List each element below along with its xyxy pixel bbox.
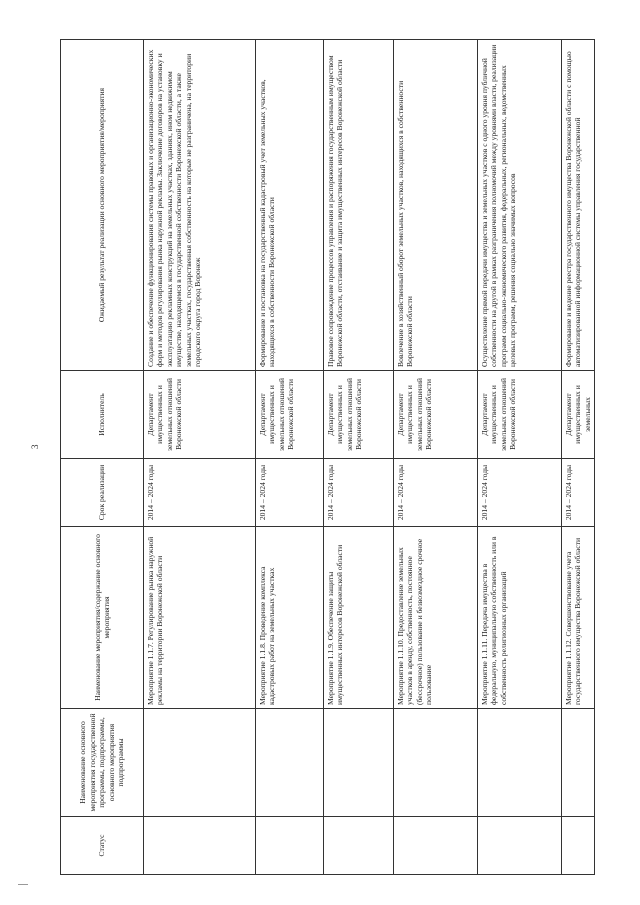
cell-executor: Департамент имущественных и земельных отношений Воронежской области — [324, 371, 394, 459]
cell-status — [324, 817, 394, 875]
cell-term: 2014 – 2024 годы — [256, 459, 324, 527]
table-row — [562, 40, 595, 875]
cell-status — [256, 817, 324, 875]
cell-term: 2014 – 2024 годы — [144, 459, 256, 527]
cell-content: Мероприятие 1.1.11. Передача имущества в федеральную, муниципальную собственность или в собственность религиозных организаций — [478, 527, 562, 709]
cell-content: Мероприятие 1.1.10. Предоставление земельных участков в аренду, собственность, постоянное (бессрочное) пользование и безвозмездное срочное пользование — [394, 527, 478, 709]
margin-mark — [18, 884, 28, 885]
header-executor: Исполнитель — [61, 371, 144, 459]
table-row — [324, 40, 394, 875]
table-row — [478, 40, 562, 875]
cell-result: Формирование и постановка на государственный кадастровый учет земельных участков, находящихся в собственности Воронежской области — [256, 40, 324, 371]
rotated-table-container — [60, 40, 592, 875]
page-number: 3 — [30, 444, 40, 449]
cell-status — [394, 817, 478, 875]
cell-term: 2014 – 2024 годы — [562, 459, 595, 527]
cell-name — [144, 709, 256, 817]
cell-name — [478, 709, 562, 817]
cell-term: 2014 – 2024 годы — [394, 459, 478, 527]
header-result: Ожидаемый результат реализации основного мероприятия/мероприятия — [61, 40, 144, 371]
cell-name — [256, 709, 324, 817]
cell-status — [562, 817, 595, 875]
program-table — [60, 39, 595, 875]
cell-content: Мероприятие 1.1.12. Совершенствование учета государственного имущества Воронежской области — [562, 527, 595, 709]
cell-content: Мероприятие 1.1.7. Регулирование рынка наружной рекламы на территории Воронежской области — [144, 527, 256, 709]
cell-status — [478, 817, 562, 875]
cell-result: Формирование и ведение реестра государственного имущества Воронежской области с помощью автоматизированной информационной системы управления государственной — [562, 40, 595, 371]
cell-result: Создание и обеспечение функционирования системы правовых и организационно-экономических форм и методов регулирования рынка наружной рекламы. Заключение договоров на установку и эксплуатацию рекламных конструкций на земельных участках, зданиях, ином недвижимом имуществе, находящемся в государственной собственности Воронежской области, а также земельных участках, государственная собственность на которые не разграничена, на территории городского округа город Воронеж — [144, 40, 256, 371]
cell-result: Правовое сопровождение процессов управления и распоряжения государственным имуществом Воронежской области, отстаивание и защита имущественных интересов Воронежской области — [324, 40, 394, 371]
cell-executor: Департамент имущественных и земельных отношений Воронежской области — [256, 371, 324, 459]
cell-executor: Департамент имущественных и земельных отношений Воронежской области — [478, 371, 562, 459]
header-term: Срок реализации — [61, 459, 144, 527]
cell-executor: Департамент имущественных и земельных — [562, 371, 595, 459]
cell-result: Осуществление прямой передачи имущества и земельных участков с одного уровня публичной собственности на другой в рамках разграничения полномочий между уровнями власти, реализации программ социально-экономического развития, федеральных, региональных, ведомственных целевых программ, решения социально значимых вопросов — [478, 40, 562, 371]
cell-executor: Департамент имущественных и земельных отношений Воронежской области — [144, 371, 256, 459]
cell-name — [324, 709, 394, 817]
cell-executor: Департамент имущественных и земельных отношений Воронежской области — [394, 371, 478, 459]
table-header-row — [61, 40, 144, 875]
cell-content: Мероприятие 1.1.8. Проведение комплекса кадастровых работ на земельных участках — [256, 527, 324, 709]
table-row — [394, 40, 478, 875]
cell-name — [562, 709, 595, 817]
cell-name — [394, 709, 478, 817]
cell-status — [144, 817, 256, 875]
header-content: Наименование мероприятия/содержание основного мероприятия — [61, 527, 144, 709]
header-status: Статус — [61, 817, 144, 875]
cell-term: 2014 – 2024 годы — [478, 459, 562, 527]
cell-content: Мероприятие 1.1.9. Обеспечение защиты имущественных интересов Воронежской области — [324, 527, 394, 709]
table-row — [256, 40, 324, 875]
cell-result: Вовлечение в хозяйственный оборот земельных участков, находящихся в собственности Воронежской области — [394, 40, 478, 371]
cell-term: 2014 – 2024 годы — [324, 459, 394, 527]
table-row — [144, 40, 256, 875]
header-name: Наименование основного мероприятия государственной программы, подпрограммы, основного мероприятия подпрограммы — [61, 709, 144, 817]
